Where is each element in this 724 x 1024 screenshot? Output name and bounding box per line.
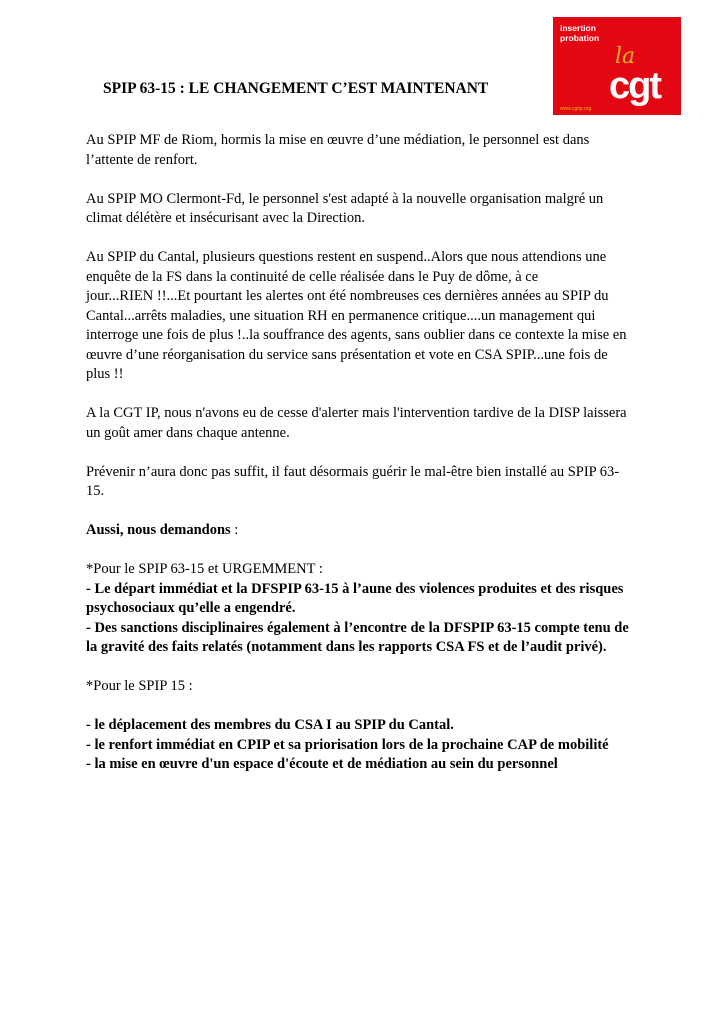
text-line: interroge une fois de plus !..la souffrance des agents, sans oublier dans ce contexte la mise en xyxy=(86,327,627,343)
text-line: A la CGT IP, nous n'avons eu de cesse d'alerter mais l'intervention tardive de la DISP laissera xyxy=(86,405,627,421)
paragraph xyxy=(86,190,646,229)
section-heading: *Pour le SPIP 63-15 et URGEMMENT : xyxy=(86,561,323,577)
logo-url: www.cgtip.org xyxy=(560,106,592,112)
document-body xyxy=(86,131,646,794)
text-line: un goût amer dans chaque antenne. xyxy=(86,424,290,441)
paragraph xyxy=(86,248,646,385)
text-line: Au SPIP MF de Riom, hormis la mise en œuvre d’une médiation, le personnel est dans xyxy=(86,132,590,148)
text-line: plus !! xyxy=(86,366,124,382)
logo-cgt: cgt xyxy=(609,65,660,107)
logo-la: la xyxy=(615,44,636,69)
demand-line: - Le départ immédiat et la DFSPIP 63-15 à l’aune des violences produites et des risques xyxy=(86,580,624,597)
text-line: Au SPIP du Cantal, plusieurs questions restent en suspend..Alors que nous attendions une xyxy=(86,249,607,265)
paragraph xyxy=(86,463,646,502)
demand-line: la gravité des faits relatés (notamment dans les rapports CSA FS et de l’audit privé). xyxy=(86,639,607,655)
demand-line: psychosociaux qu’elle a engendré. xyxy=(86,600,296,616)
cgt-insertion-probation-logo xyxy=(553,17,681,115)
text-line: Cantal...arrêts maladies, une situation RH en permanence critique....un management qui xyxy=(86,307,596,324)
text-line: climat délétère et insécurisant avec la Direction. xyxy=(86,210,365,226)
demand-line: - Des sanctions disciplinaires également à l’encontre de la DFSPIP 63-15 compte tenu de xyxy=(86,619,629,636)
text-line: jour...RIEN !!...Et pourtant les alertes ont été nombreuses ces dernières années au SPIP du xyxy=(86,288,609,304)
demand-intro: Aussi, nous demandons : xyxy=(86,522,239,538)
text-line: l’attente de renfort. xyxy=(86,151,198,168)
section-spip-15 xyxy=(86,677,646,775)
text-line: 15. xyxy=(86,483,105,499)
demand-line: - la mise en œuvre d'un espace d'écoute et de médiation au sein du personnel xyxy=(86,756,558,772)
text-line: Prévenir n’aura donc pas suffit, il faut désormais guérir le mal-être bien installé au SPIP 63- xyxy=(86,463,620,480)
page-title: SPIP 63-15 : LE CHANGEMENT C’EST MAINTENANT xyxy=(103,80,489,97)
paragraph xyxy=(86,404,646,443)
text-line: enquête de la FS dans la continuité de celle réalisée dans le Puy de dôme, à ce xyxy=(86,268,539,285)
section-heading: *Pour le SPIP 15 : xyxy=(86,678,193,694)
logo-text: insertion probation xyxy=(560,23,600,43)
demand-line: - le renfort immédiat en CPIP et sa priorisation lors de la prochaine CAP de mobilité xyxy=(86,736,609,753)
demand-line: - le déplacement des membres du CSA I au SPIP du Cantal. xyxy=(86,717,454,733)
section-spip-63-15 xyxy=(86,560,646,658)
text-line: œuvre d’une réorganisation du service sans présentation et vote en CSA SPIP...une fois de xyxy=(86,346,608,363)
paragraph xyxy=(86,131,646,170)
text-line: Au SPIP MO Clermont-Fd, le personnel s'est adapté à la nouvelle organisation malgré un xyxy=(86,190,604,207)
